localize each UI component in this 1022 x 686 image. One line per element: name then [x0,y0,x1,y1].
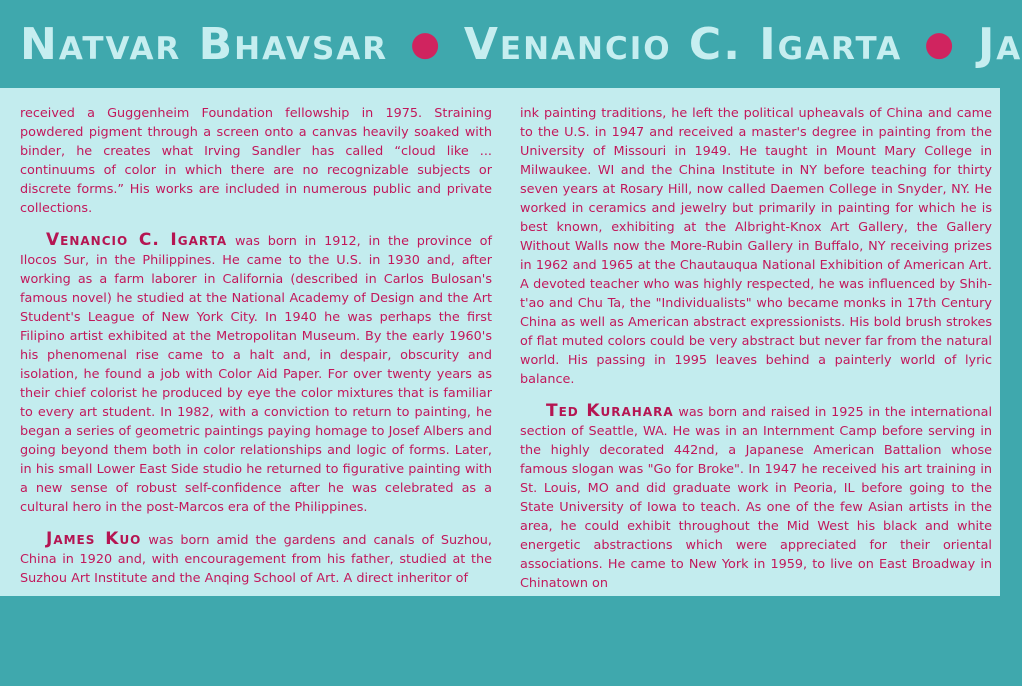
bottom-band [0,596,1000,686]
kurahara-bio: was born and raised in 1925 in the international section of Seattle, WA. He was in an Internment Camp before serving in the highly decorated 442nd, a Japanese American Battalion whose famous slogan was "Go for Broke". In 1947 he received his art training in St. Louis, MO and did graduate work in Peoria, IL before going to the State University of Iowa to teach. As one of the few Asian artists in the area, he could exhibit throughout the Mid West his black and white energetic abstractions which were appreciated for their oriental associations. He came to New York in 1959, to live on East Broadway in Chinatown on [520,405,992,591]
artist-name-igarta: Venancio C. Igarta [46,230,228,250]
kuo-paragraph [20,530,492,588]
text-panel [0,88,1000,596]
artist-name-kuo: James Kuo [46,529,142,549]
kuo-bio-start: was born amid the gardens and canals of Suzhou, China in 1920 and, with encouragement from his father, studied at the Suzhou Art Institute and the Anqing School of Art. A direct inheritor of [20,533,492,586]
header-name-igarta: Venancio C. Igarta [463,19,903,70]
kurahara-paragraph [520,402,992,593]
left-column [20,104,492,588]
igarta-bio: was born in 1912, in the province of Ilocos Sur, in the Philippines. He came to the U.S. in 1930 and, after working as a farm laborer in California (described in Carlos Bulosan's famous novel) he studied at the National Academy of Design and the Art Student's League of New York City. In 1940 he was perhaps the first Filipino artist exhibited at the Metropolitan Museum. By the early 1960's his phenomenal rise came to a halt and, in despair, obscurity and isolation, he found a job with Color Aid Paper. For over twenty years as their chief colorist he produced by eye the color mixtures that is familiar to every art student. In 1982, with a conviction to return to painting, he began a series of geometric paintings paying homage to Josef Albers and going beyond them both in color relationships and logic of forms. Later, in his small Lower East Side studio he returned to figurative painting with a new sense of robust self-confidence after he was celebrated as a cultural hero in the post-Marcos era of the Philippines. [20,234,492,515]
artist-name-kurahara: Ted Kurahara [546,401,674,421]
header-name-truncated: Ja [977,19,1022,70]
header-title [20,14,1022,75]
bhavsar-paragraph-continued: received a Guggenheim Foundation fellowship in 1975. Straining powdered pigment through a screen onto a canvas heavily soaked with binder, he creates what Irving Sandler has called “cloud like ... continuums of color in which there are no recognizable subjects or discrete forms.” His works are included in numerous public and private collections. [20,106,492,216]
igarta-paragraph [20,231,492,517]
header-dot-icon: ● [924,24,956,64]
header-dot-icon: ● [410,24,442,64]
page-header [0,0,1022,88]
kuo-paragraph-continued: ink painting traditions, he left the political upheavals of China and came to the U.S. in 1947 and received a master's degree in painting from the University of Missouri in 1949. He taught in Mount Mary College in Milwaukee. WI and the China Institute in NY before teaching for thirty seven years at Rosary Hill, now called Daemen College in Snyder, NY. He worked in ceramics and jewelry but primarily in painting for which he is best known, exhibiting at the Albright-Knox Art Gallery, the Gallery Without Walls now the More-Rubin Gallery in Buffalo, NY receiving prizes in 1962 and 1965 at the Chautauqua National Exhibition of American Art. A devoted teacher who was highly respected, he was influenced by Shih-t'ao and Chu Ta, the "Individualists" who became monks in 17th Century China as well as American abstract expressionists. His bold brush strokes of flat muted colors could be very abstract but never far from the natural world. His passing in 1995 leaves behind a painterly world of lyric balance. [520,106,992,387]
right-column [520,104,992,593]
header-name-bhavsar: Natvar Bhavsar [20,19,389,70]
